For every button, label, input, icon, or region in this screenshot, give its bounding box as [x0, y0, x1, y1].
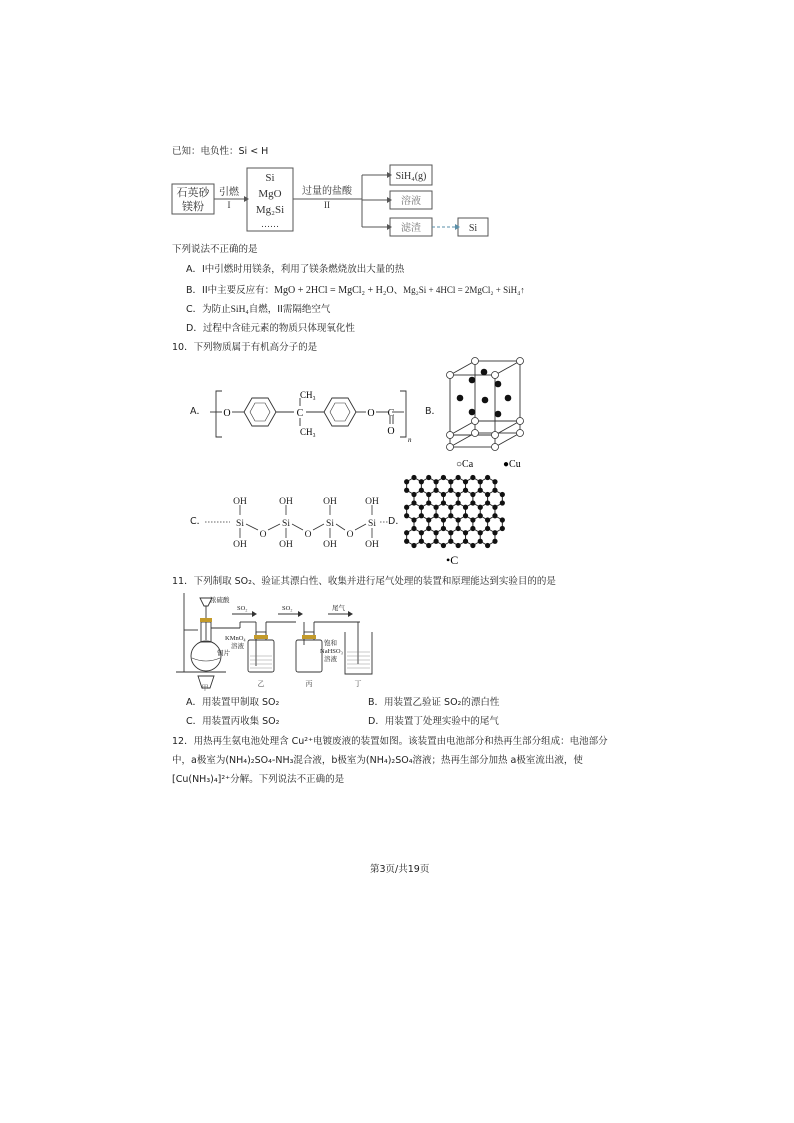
start-text-2: 镁粉	[182, 201, 204, 213]
si-2: Si	[282, 519, 290, 529]
label-solution: 溶液	[231, 643, 244, 650]
mid-mgo: MgO	[258, 188, 282, 200]
label-sol2: 溶液	[324, 656, 337, 663]
pc-c-center: C	[296, 408, 304, 419]
label-yi: 乙	[257, 680, 265, 688]
out1-text: SiH₄(g)	[395, 171, 427, 182]
q11-option-d: D．用装置丁处理实验中的尾气	[368, 716, 499, 727]
label-kmno4: KMnO₄	[225, 635, 246, 642]
oh-5: OH	[323, 497, 337, 507]
start-text-1: 石英砂	[176, 187, 210, 199]
oh-3: OH	[279, 497, 293, 507]
step1-roman: I	[227, 200, 231, 210]
q10-d-label: D．	[388, 516, 405, 527]
label-so2-1: SO₂	[237, 605, 248, 612]
q10-c-label: C．	[190, 516, 207, 527]
q9-b-eq2: Mg₂Si + 4HCl = 2MgCl₂ + SiH₄↑	[403, 285, 525, 295]
q10-b-label: B．	[425, 406, 442, 417]
label-tail: 尾气	[332, 605, 345, 612]
label-jia: 甲	[201, 684, 209, 692]
label-acid: 浓硫酸	[210, 597, 230, 604]
q9-stem: 下列说法不正确的是	[172, 244, 258, 255]
step2-label: 过量的盐酸	[302, 186, 352, 197]
si-1: Si	[236, 519, 244, 529]
pc-o1: O	[223, 408, 231, 419]
out2-text: 溶液	[401, 196, 421, 207]
out3-text: 滤渣	[401, 223, 421, 234]
si-3: Si	[326, 519, 334, 529]
q9-option-d: D．过程中含硅元素的物质只体现氧化性	[186, 323, 355, 334]
q11-option-b: B．用装置乙验证 SO₂的漂白性	[368, 697, 500, 708]
label-sat: 饱和	[324, 640, 337, 647]
mid-mg2si: Mg₂Si	[255, 204, 285, 216]
q11-option-c: C．用装置丙收集 SO₂	[186, 716, 280, 727]
label-ding: 丁	[354, 680, 362, 688]
si-4: Si	[368, 519, 376, 529]
q9-c-suffix: 自燃，II需隔绝空气	[248, 304, 331, 315]
pc-o-carbonyl: O	[387, 426, 395, 437]
label-nahso3: NaHSO₃	[320, 648, 343, 655]
mid-ellipsis: ……	[261, 219, 279, 229]
q9-b-eq1: MgO + 2HCl = MgCl₂ + H₂O	[274, 285, 394, 296]
oh-2: OH	[233, 540, 247, 550]
label-so2-2: SO₂	[282, 605, 293, 612]
pc-subscript-n: n	[408, 436, 412, 444]
pc-ch3-top: CH₃	[300, 390, 316, 400]
q9-b-sep: 、	[393, 285, 404, 296]
pc-ch3-bottom: CH₃	[300, 427, 316, 437]
mid-si: Si	[265, 172, 275, 184]
oh-8: OH	[365, 540, 379, 550]
final-text: Si	[468, 223, 478, 234]
q12-line-3: [Cu(NH₃)₄]²⁺分解。下列说法不正确的是	[172, 774, 345, 785]
q9-b-prefix: B．II中主要反应有：	[186, 285, 275, 296]
q12-line-1: 12．用热再生氨电池处理含 Cu²⁺电镀废液的装置如图。该装置由电池部分和热再生部分组成：电池部分	[172, 736, 608, 747]
oh-1: OH	[233, 497, 247, 507]
known-condition: 已知：电负性：Si < H	[172, 146, 269, 157]
q11-stem: 11．下列制取 SO₂、验证其漂白性、收集并进行尾气处理的装置和原理能达到实验目的的是	[172, 576, 556, 587]
q9-option-a: A．I中引燃时用镁条，利用了镁条燃烧放出大量的热	[186, 264, 405, 275]
q10-a-label: A．	[190, 406, 206, 417]
q9-c-prefix: C．为防止	[186, 304, 231, 315]
page-number: 第3页/共19页	[370, 864, 430, 875]
q11-option-a: A．用装置甲制取 SO₂	[186, 697, 280, 708]
label-cu: 铜片	[217, 650, 230, 657]
o-3: O	[346, 530, 354, 540]
oh-7: OH	[365, 497, 379, 507]
pc-o2: O	[367, 408, 375, 419]
q9-c-formula: SiH₄	[230, 305, 249, 315]
o-2: O	[304, 530, 312, 540]
legend-cu: ●Cu	[503, 459, 521, 470]
pc-c-carbonyl: C	[387, 408, 395, 419]
legend-ca: ○Ca	[456, 459, 474, 470]
step2-roman: II	[324, 200, 330, 210]
q10-stem: 10．下列物质属于有机高分子的是	[172, 342, 318, 353]
o-1: O	[259, 530, 267, 540]
oh-4: OH	[279, 540, 293, 550]
oh-6: OH	[323, 540, 337, 550]
label-bing: 丙	[305, 680, 313, 688]
step1-label: 引燃	[219, 187, 239, 198]
q12-line-2: 中，a极室为(NH₄)₂SO₄-NH₃混合液，b极室为(NH₄)₂SO₄溶液；热再生部分加热 a极室流出液，使	[172, 755, 583, 766]
legend-c: •C	[446, 553, 459, 567]
